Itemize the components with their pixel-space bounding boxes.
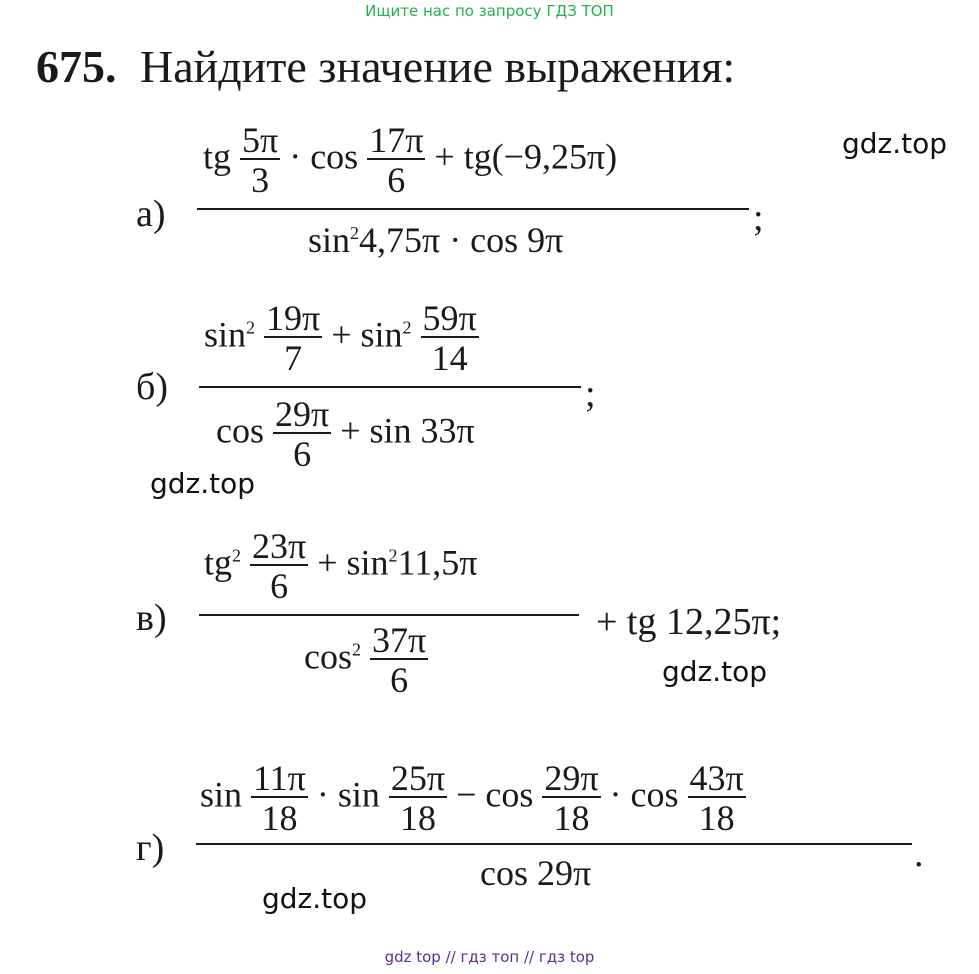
numerator-rest: 11,5π — [397, 542, 478, 583]
part-b-denominator — [216, 396, 475, 472]
fraction-bar-v — [199, 614, 579, 616]
tg-symbol: tg — [203, 136, 232, 177]
fraction-denominator: 14 — [431, 338, 468, 378]
fraction — [250, 528, 308, 604]
part-v-denominator — [304, 622, 428, 698]
fraction-numerator: 23π — [252, 526, 307, 566]
exponent: 2 — [388, 545, 398, 566]
part-a-denominator — [308, 222, 563, 258]
minus-cos: − cos — [456, 774, 534, 815]
fraction — [421, 300, 479, 376]
cos-symbol: cos — [304, 636, 352, 677]
fraction — [389, 760, 447, 836]
fraction-numerator: 37π — [372, 620, 427, 660]
exponent: 2 — [246, 317, 256, 338]
fraction-denominator: 18 — [399, 798, 436, 838]
fraction — [251, 760, 308, 836]
part-g-end: . — [914, 833, 924, 875]
tg-symbol: tg — [204, 542, 233, 583]
fraction-denominator: 3 — [251, 160, 270, 200]
dot-operator: · — [316, 774, 329, 815]
part-g-denominator: cos 29π — [480, 853, 592, 893]
fraction — [688, 760, 746, 836]
exponent: 2 — [352, 639, 361, 660]
fraction-numerator: 29π — [275, 394, 330, 434]
top-banner: Ищите нас по запросу ГДЗ ТОП — [365, 2, 614, 20]
exponent: 2 — [232, 545, 242, 566]
fraction-numerator: 43π — [689, 758, 744, 798]
fraction-bar-b — [199, 386, 581, 388]
fraction-numerator: 17π — [369, 120, 424, 160]
denominator-rest: + sin 33π — [340, 410, 475, 451]
numerator-rest: + tg(−9,25π) — [434, 136, 618, 177]
dot-operator: · — [609, 774, 622, 815]
plus-sin: + sin — [317, 542, 389, 583]
watermark: gdz.top — [262, 882, 368, 915]
part-a-end: ; — [753, 197, 764, 239]
exponent: 2 — [350, 223, 360, 243]
fraction-bar-g — [196, 843, 912, 845]
part-b-label: б) — [136, 366, 168, 408]
part-a-numerator — [203, 122, 617, 198]
fraction — [542, 760, 600, 836]
fraction-numerator: 19π — [266, 298, 321, 338]
dot-operator: · — [289, 136, 302, 177]
cos-symbol: cos — [630, 774, 679, 815]
part-v-end: + tg 12,25π; — [596, 601, 782, 643]
part-v-label: в) — [136, 597, 167, 639]
fraction — [370, 622, 428, 698]
part-a-label: а) — [136, 193, 166, 235]
fraction-numerator: 25π — [390, 758, 446, 798]
part-v-numerator — [204, 528, 477, 604]
fraction-denominator: 6 — [390, 660, 409, 700]
fraction-denominator: 6 — [387, 160, 406, 200]
fraction-numerator: 11π — [253, 758, 306, 798]
sin-symbol: sin — [204, 314, 247, 355]
fraction-denominator: 7 — [284, 338, 303, 378]
fraction — [273, 396, 331, 472]
sin-symbol: sin — [337, 774, 380, 815]
fraction — [240, 122, 280, 198]
problem-number: 675. — [36, 41, 117, 92]
watermark: gdz.top — [662, 655, 768, 688]
plus-sin: + sin — [331, 314, 403, 355]
part-b-numerator — [204, 300, 479, 376]
denominator-rest: 4,75π · cos 9π — [359, 220, 564, 260]
fraction — [264, 300, 322, 376]
fraction-denominator: 18 — [553, 798, 590, 838]
problem-title: Найдите значение выражения: — [140, 41, 736, 92]
fraction-bar-a — [197, 208, 749, 210]
watermark: gdz.top — [150, 467, 256, 500]
fraction — [367, 122, 425, 198]
fraction-denominator: 6 — [293, 434, 312, 474]
sin-symbol: sin — [200, 774, 243, 815]
bottom-banner: gdz top // гдз топ // гдз top — [384, 948, 595, 966]
fraction-denominator: 18 — [261, 798, 298, 838]
watermark: gdz.top — [842, 127, 948, 160]
part-g-label: г) — [136, 827, 165, 869]
sin-symbol: sin — [308, 220, 351, 260]
fraction-numerator: 59π — [422, 298, 477, 338]
fraction-numerator: 29π — [544, 758, 599, 798]
cos-symbol: cos — [216, 410, 264, 451]
part-g-numerator — [200, 760, 746, 836]
part-b-end: ; — [585, 373, 596, 415]
exponent: 2 — [402, 317, 412, 338]
fraction-denominator: 6 — [270, 566, 289, 606]
fraction-numerator: 5π — [242, 120, 279, 160]
cos-symbol: cos — [310, 136, 359, 177]
fraction-denominator: 18 — [698, 798, 735, 838]
